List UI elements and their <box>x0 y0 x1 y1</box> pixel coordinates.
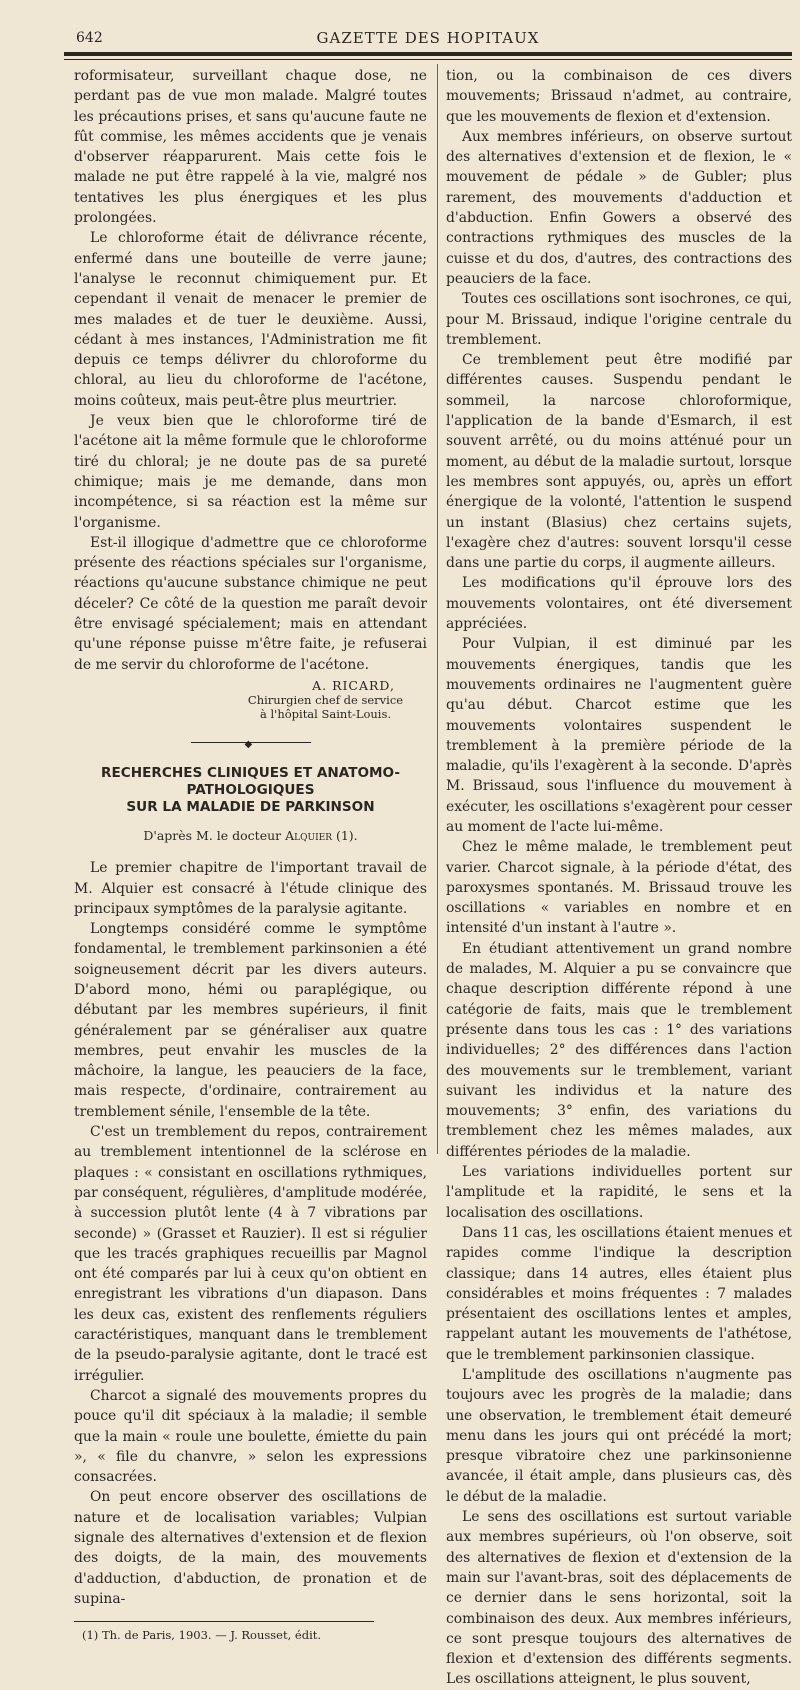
paragraph: Ce tremblement peut être modifié par différentes causes. Suspendu pendant le sommeil, la narcose chloroformique, l'application de la bande d'Esmarch, il est souvent arrêté, ou du moins atténué pour un moment, au début de la maladie surtout, lorsque les membres sont appuyés, ou, après un effort énergique de la volonté, l'attention le suspend un instant (Blasius) chez certains sujets, l'exagère chez d'autres: souvent lorsqu'il cesse dans une partie du corps, il augmente ailleurs. <box>446 352 792 572</box>
paragraph: En étudiant attentivement un grand nombre de malades, M. Alquier a pu se convaincre que chaque description différente répond à une catégorie de faits, mais que le tremblement présente dans tous les cas : 1° des variations individuelles; 2° des différences dans l'action des mouvements sur le tremblement, variant suivant les individus et la nature des mouvements; 3° enfin, des variations du tremblement chez les mêmes malades, aux différentes périodes de la maladie. <box>446 940 792 1160</box>
paragraph: C'est un tremblement du repos, contrairement au tremblement intentionnel de la sclérose en plaques : « consistant en oscillations rythmiques, par conséquent, régulières, d'amplitude modérée, à succession plutôt lente (4 à 7 vibrations par seconde) » (Grasset et Rauzier). Il est si régulier que les tracés graphiques recueillis par Magnol ont été comparés par lui à ceux qu'on obtient en enregistrant les vibrations d'un diapason. Dans les deux cas, existent des renflements réguliers caractéristiques, manquant dans le tremblement de la pseudo-paralysie agitante, dont le tracé est irrégulier. <box>74 1124 427 1384</box>
paragraph: Toutes ces oscillations sont isochrones, ce qui, pour M. Brissaud, indique l'origine centrale du tremblement. <box>446 291 792 348</box>
header-rule-thick <box>64 52 792 56</box>
signature-affiliation: à l'hôpital Saint-Louis. <box>259 706 392 721</box>
footnote-rule <box>74 1621 374 1622</box>
paragraph: Dans 11 cas, les oscillations étaient menues et rapides comme l'indique la description classique; dans 14 autres, elles étaient plus considérables et moins fréquentes : 7 malades présentaient des oscillations lentes et amples, rappelant autant les mouvements de l'athétose, que le tremblement parkinsonien classique. <box>446 1224 792 1363</box>
article-title-line2: SUR LA MALADIE DE PARKINSON <box>126 798 375 815</box>
section-separator <box>191 742 311 743</box>
paragraph: Le chloroforme était de délivrance récente, enfermé dans une bouteille de verre jaune; l'analyse le reconnut chimiquement pur. Et cependant il venait de menacer le premier de mes malades et de tuer le deuxième. Aussi, cédant à mes instances, l'Administration me fit depuis ce temps délivrer du chloroforme du chloral, au lieu du chloroforme de l'acétone, moins coûteux, mais peut-être plus meurtrier. <box>74 230 427 409</box>
paragraph: Longtemps considéré comme le symptôme fondamental, le tremblement parkinsonien a été soigneusement décrit par les divers auteurs. D'abord mono, hémi ou paraplégique, ou débutant par les membres supérieurs, il finit généralement par se généraliser aux quatre membres, peut envahir les muscles de la mâchoire, la langue, les peauciers de la face, mais respecte, d'ordinaire, contrairement au tremblement sénile, l'ensemble de la tête. <box>74 921 427 1120</box>
page-header <box>64 26 792 50</box>
paragraph: L'amplitude des oscillations n'augmente pas toujours avec les progrès de la maladie; dans une observation, le tremblement était demeuré menu dans les jours qui ont précédé la mort; presque vibratoire chez une parkinsonienne avancée, il était ample, dans plusieurs cas, dès le début de la maladie. <box>446 1367 792 1505</box>
signature-name: A. RICARD, <box>312 677 395 693</box>
paragraph: Le premier chapitre de l'important travail de M. Alquier est consacré à l'étude clinique des principaux symptômes de la paralysie agitante. <box>74 860 427 917</box>
paragraph: Les modifications qu'il éprouve lors des mouvements volontaires, ont été diversement appréciées. <box>446 575 792 633</box>
paragraph: Pour Vulpian, il est diminué par les mouvements énergiques, tandis que les mouvements ordinaires ne l'augmentent guère qu'au début. Charcot estime que les mouvements volontaires suspendent le tremblement à la première période de la maladie, qu'ils l'exagèrent à la seconde. D'après M. Brissaud, sous l'influence du mouvement à exécuter, les oscillations s'exagèrent pour cesser au moment de l'acte lui-même. <box>446 636 792 835</box>
article-byline <box>74 826 427 846</box>
paragraph: Le sens des oscillations est surtout variable aux membres supérieurs, où l'on observe, soit des alternatives de flexion et d'extension de la main sur l'avant-bras, soit des déplacements de ce dernier dans le sens horizontal, soit la combinaison des deux. Aux membres inférieurs, ce sont presque toujours des alternatives de flexion et d'extension des différents segments. Les oscillations atteignent, le plus souvent, <box>446 1509 792 1688</box>
paragraph: roformisateur, surveillant chaque dose, ne perdant pas de vue mon malade. Malgré toutes les précautions prises, et sans qu'aucune faute ne fût commise, les mêmes accidents que je venais d'observer réapparurent. Mais cette fois le malade ne put être rappelé à la vie, malgré nos tentatives les plus énergiques et les plus prolongées. <box>74 68 427 227</box>
column-divider <box>437 64 438 1154</box>
paragraph: Aux membres inférieurs, on observe surtout des alternatives d'extension et de flexion, le « mouvement de pédale » de Gubler; plus rarement, des mouvements d'adduction et d'abduction. Enfin Gowers a observé des contractions rythmiques des muscles de la cuisse et du dos, d'autres, des contractions des peauciers de la face. <box>446 128 792 287</box>
paragraph: Les variations individuelles portent sur l'amplitude et la rapidité, le sens et la localisation des oscillations. <box>446 1164 792 1221</box>
byline-suffix: (1). <box>331 827 358 843</box>
byline-author: Alquier <box>285 827 332 843</box>
journal-title: GAZETTE DES HOPITAUX <box>316 29 540 47</box>
paragraph: tion, ou la combinaison de ces divers mouvements; Brissaud n'admet, au contraire, que les mouvements de flexion et d'extension. <box>446 68 792 125</box>
signature-role: Chirurgien chef de service <box>247 692 404 707</box>
signature <box>74 679 407 721</box>
header-rule-thin <box>64 59 792 60</box>
paragraph: Est-il illogique d'admettre que ce chloroforme présente des réactions spéciales sur l'organisme, réactions qu'aucune substance chimique ne peut déceler? Ce côté de la question me paraît devoir être envisagé spécialement; mais en attendant qu'une réponse puisse m'être faite, je refuserai de me servir du chloroforme de l'acétone. <box>74 534 427 673</box>
paragraph: Chez le même malade, le tremblement peut varier. Charcot signale, à la période d'état, des paroxysmes spontanés. M. Brissaud trouve les oscillations « variables en nombre et en intensité d'un instant à l'autre ». <box>446 839 792 937</box>
footnote: (1) Th. de Paris, 1903. — J. Rousset, édit. <box>82 1628 322 1643</box>
page-number: 642 <box>76 30 103 46</box>
left-column <box>74 66 427 1642</box>
right-column <box>446 66 792 1690</box>
article-title-line1: RECHERCHES CLINIQUES ET ANATOMO-PATHOLOGIQUES <box>100 764 401 798</box>
paragraph: Je veux bien que le chloroforme tiré de l'acétone ait la même formule que le chloroforme tiré du chloral; je ne doute pas de sa pureté chimique; mais je me demande, dans mon incompétence, si sa réaction est la même sur l'organisme. <box>74 413 427 531</box>
paragraph: Charcot a signalé des mouvements propres du pouce qu'il dit spéciaux à la maladie; il semble que la main « roule une boulette, émiette du pain », « file du chanvre, » selon les expressions consacrées. <box>74 1387 427 1486</box>
paragraph: On peut encore observer des oscillations de nature et de localisation variables; Vulpian signale des alternatives d'extension et de flexion des doigts, de la main, des mouvements d'adduction, d'abduction, de pronation et de supina- <box>74 1489 427 1607</box>
byline-prefix: D'après M. le docteur <box>143 827 286 843</box>
